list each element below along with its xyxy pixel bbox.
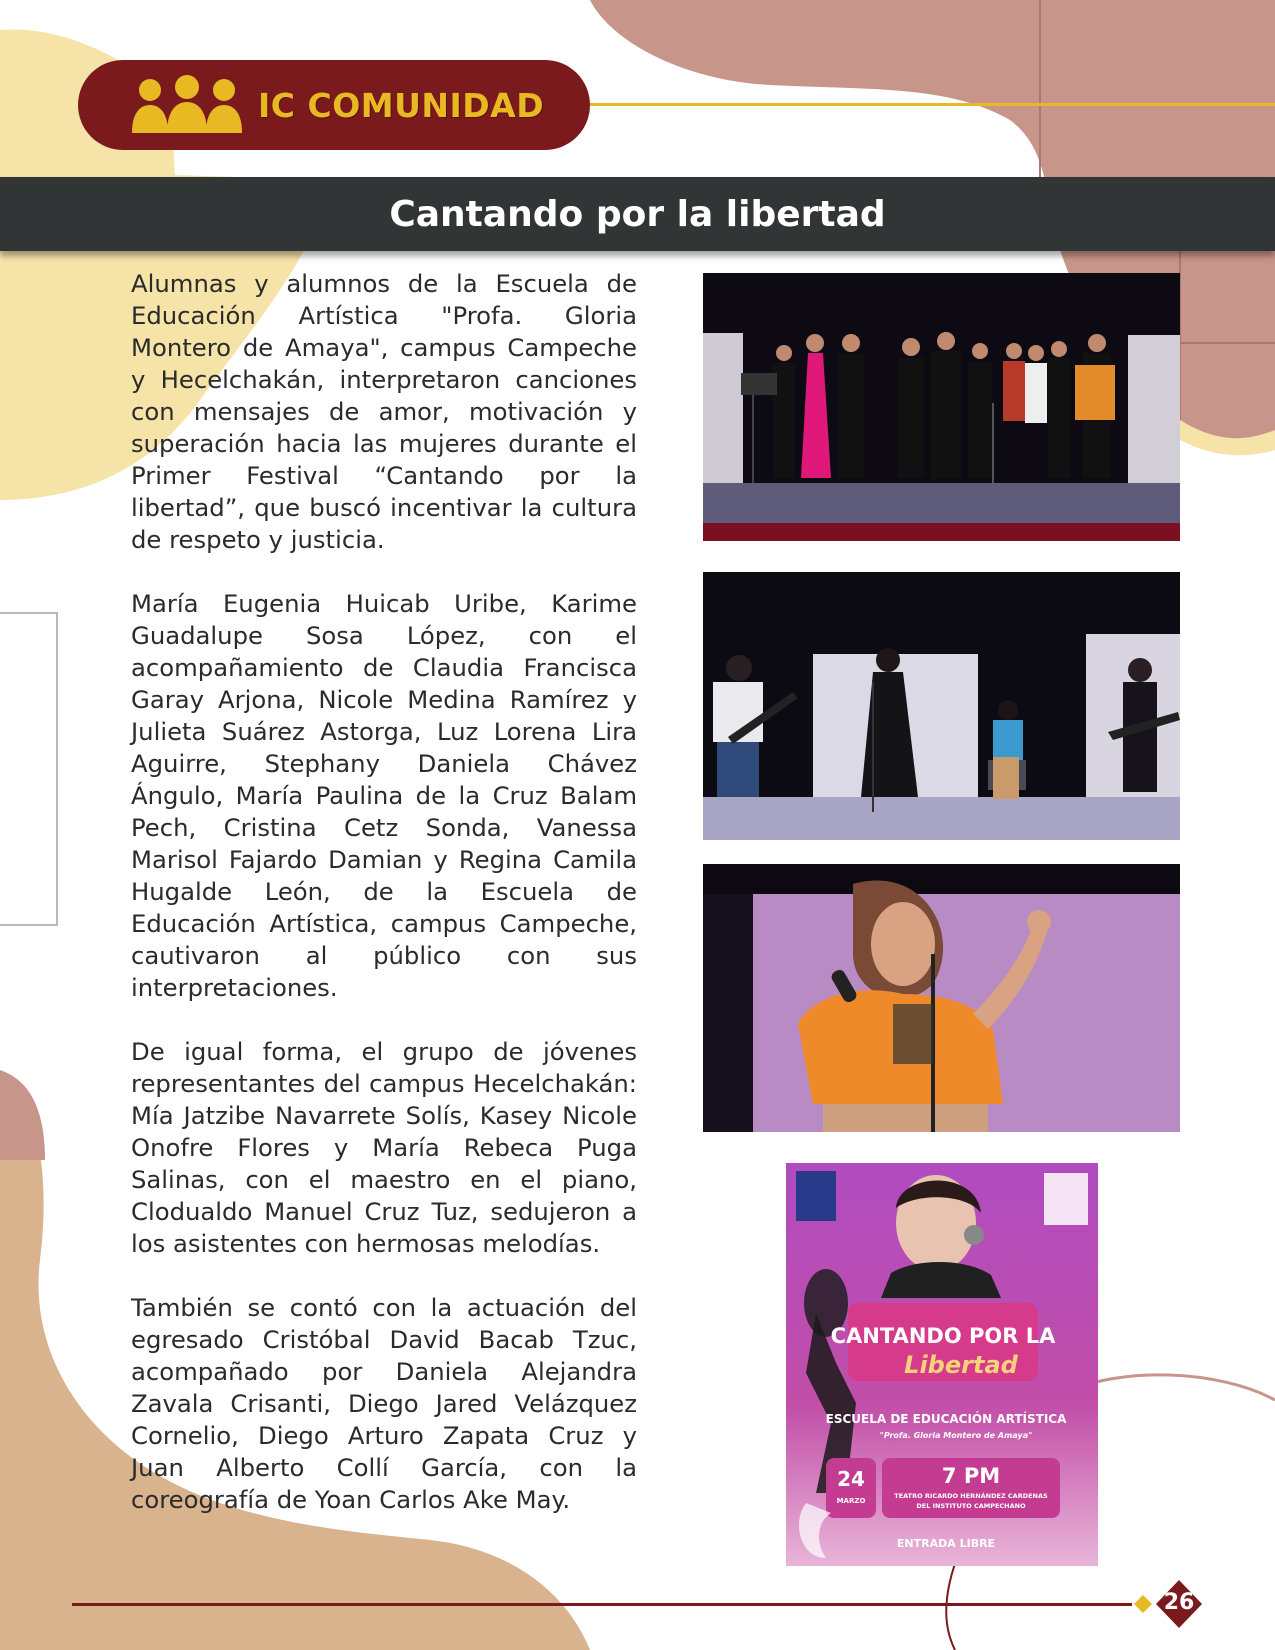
- poster-day: 24: [837, 1467, 865, 1491]
- article-title: Cantando por la libertad: [389, 193, 886, 235]
- side-frame-decoration: [0, 612, 58, 926]
- poster-month: MARZO: [836, 1497, 866, 1505]
- article-title-bar: [0, 177, 1275, 251]
- poster-venue-line2: DEL INSTITUTO CAMPECHANO: [916, 1502, 1026, 1510]
- poster-venue-line1: TEATRO RICARDO HERNÁNDEZ CARDENAS: [894, 1492, 1048, 1500]
- photo-solo-singer: [703, 864, 1180, 1132]
- header-rule: [590, 103, 1275, 106]
- poster-title-script: Libertad: [904, 1351, 1018, 1379]
- photo-choir-stage: [703, 273, 1180, 541]
- article-paragraph: María Eugenia Huicab Uribe, Karime Guadalupe Sosa López, con el acompañamiento de Claudia Francisca Garay Arjona, Nicole Medina Ramírez y Julieta Suárez Astorga, Luz Lorena Lira Aguirre, Stephany Daniela Chávez Ángulo, María Paulina de la Cruz Balam Pech, Cristina Cetz Sonda, Vanessa Marisol Fajardo Damian y Regina Camila Hugalde León, de la Escuela de Educación Artística, campus Campeche, cautivaron al público con sus interpretaciones.: [131, 589, 637, 1002]
- article-body: [131, 268, 637, 1548]
- poster-admission: ENTRADA LIBRE: [896, 1537, 996, 1550]
- institute-logo-icon: [1044, 1173, 1088, 1225]
- school-shield-icon: [796, 1171, 836, 1221]
- poster-school-sub: "Profa. Gloria Montero de Amaya": [879, 1431, 1033, 1440]
- footer-rule: [72, 1603, 1132, 1606]
- event-poster: [786, 1163, 1098, 1566]
- page-number: 26: [1163, 1590, 1195, 1615]
- section-label: IC COMUNIDAD: [258, 85, 545, 125]
- section-badge: [78, 60, 590, 150]
- poster-time: 7 PM: [941, 1464, 1001, 1488]
- poster-title: CANTANDO POR LA: [830, 1324, 1056, 1348]
- article-paragraph: De igual forma, el grupo de jóvenes representantes del campus Hecelchakán: Mía Jatzibe Navarrete Solís, Kasey Nicole Onofre Flores y María Rebeca Puga Salinas, con el maestro en el piano, Clodualdo Manuel Cruz Tuz, sedujeron a los asistentes con hermosas melodías.: [131, 1037, 637, 1258]
- photo-band-stage: [703, 572, 1180, 840]
- article-paragraph: También se contó con la actuación del egresado Cristóbal David Bacab Tzuc, acompañado por Daniela Alejandra Zavala Crisanti, Diego Jared Velázquez Cornelio, Diego Arturo Zapata Cruz y Juan Alberto Collí García, con la coreografía de Yoan Carlos Ake May.: [131, 1293, 637, 1514]
- poster-school: ESCUELA DE EDUCACIÓN ARTÍSTICA: [825, 1412, 1067, 1426]
- page-number-badge: [1130, 1578, 1202, 1630]
- article-paragraph: Alumnas y alumnos de la Escuela de Educación Artística "Profa. Gloria Montero de Amaya", campus Campeche y Hecelchakán, interpretaron canciones con mensajes de amor, motivación y superación hacia las mujeres durante el Primer Festival “Cantando por la libertad”, que buscó incentivar la cultura de respeto y justicia.: [131, 269, 637, 554]
- people-group-icon: [128, 75, 246, 135]
